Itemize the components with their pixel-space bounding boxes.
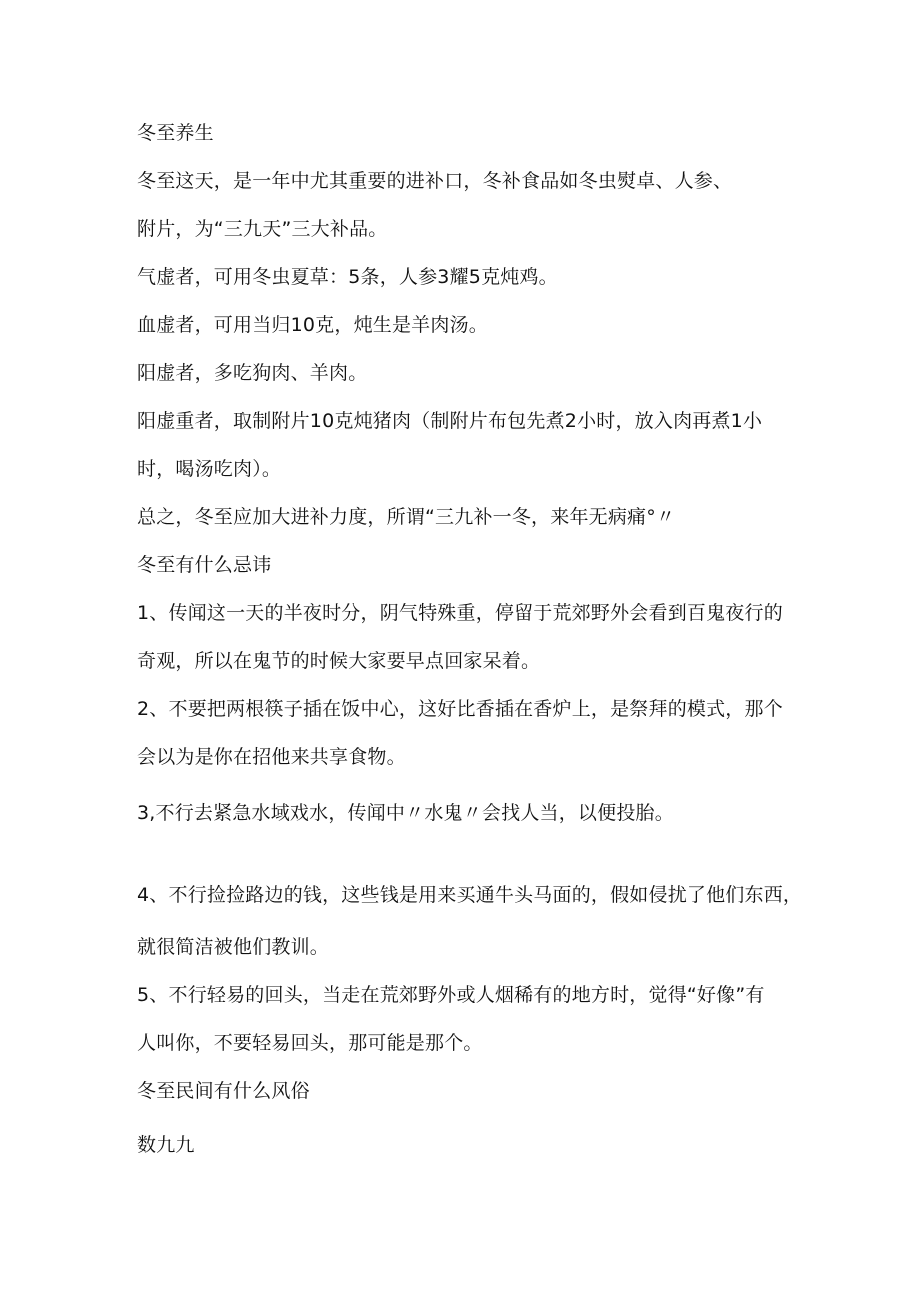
list-item-line: 奇观，所以在鬼节的时候大家要早点回家呆着。	[137, 650, 541, 672]
paragraph-line: 时，喝汤吃肉）。	[137, 458, 282, 480]
paragraph-line: 气虚者，可用冬虫夏草：5条，人参3耀5克炖鸡。	[137, 266, 558, 288]
list-item-line: 人叫你，不要轻易回头，那可能是那个。	[137, 1032, 483, 1054]
heading-folk-customs: 冬至民间有什么风俗	[137, 1080, 310, 1102]
heading-taboos: 冬至有什么忌讳	[137, 554, 272, 576]
list-item-line: 1、传闻这一天的半夜时分，阴气特殊重，停留于荒郊野外会看到百鬼夜行的	[137, 602, 783, 624]
paragraph-line: 附片，为“三九天”三大补品。	[137, 218, 388, 240]
paragraph-line: 冬至这天，是一年中尤其重要的进补口，冬补食品如冬虫熨卓、人参、	[137, 170, 733, 192]
list-item-line: 4、不行捡捡路边的钱，这些钱是用来买通牛头马面的，假如侵扰了他们东西，	[137, 884, 803, 906]
heading-winter-solstice-health: 冬至养生	[137, 122, 214, 144]
list-item-line: 就很简洁被他们教训。	[137, 936, 330, 958]
list-item-line: 3,不行去紧急水域戏水，传闻中〃水鬼〃会找人当，以便投胎。	[137, 802, 674, 824]
list-item-line: 2、不要把两根筷子插在饭中心，这好比香插在香炉上，是祭拜的模式，那个	[137, 698, 783, 720]
paragraph-line: 血虚者，可用当归10克，炖生是羊肉汤。	[137, 314, 488, 336]
paragraph-line: 总之，冬至应加大进补力度，所谓“三九补一冬，来年无病痛°〃	[137, 506, 676, 528]
paragraph-line: 阳虚者，多吃狗肉、羊肉。	[137, 362, 368, 384]
list-item-line: 5、不行轻易的回头，当走在荒郊野外或人烟稀有的地方时，觉得“好像”有	[137, 984, 765, 1006]
heading-count-nines: 数九九	[137, 1134, 195, 1156]
paragraph-line: 阳虚重者，取制附片10克炖猪肉（制附片布包先煮2小时，放入肉再煮1小	[137, 410, 763, 432]
list-item-line: 会以为是你在招他来共享食物。	[137, 746, 406, 768]
